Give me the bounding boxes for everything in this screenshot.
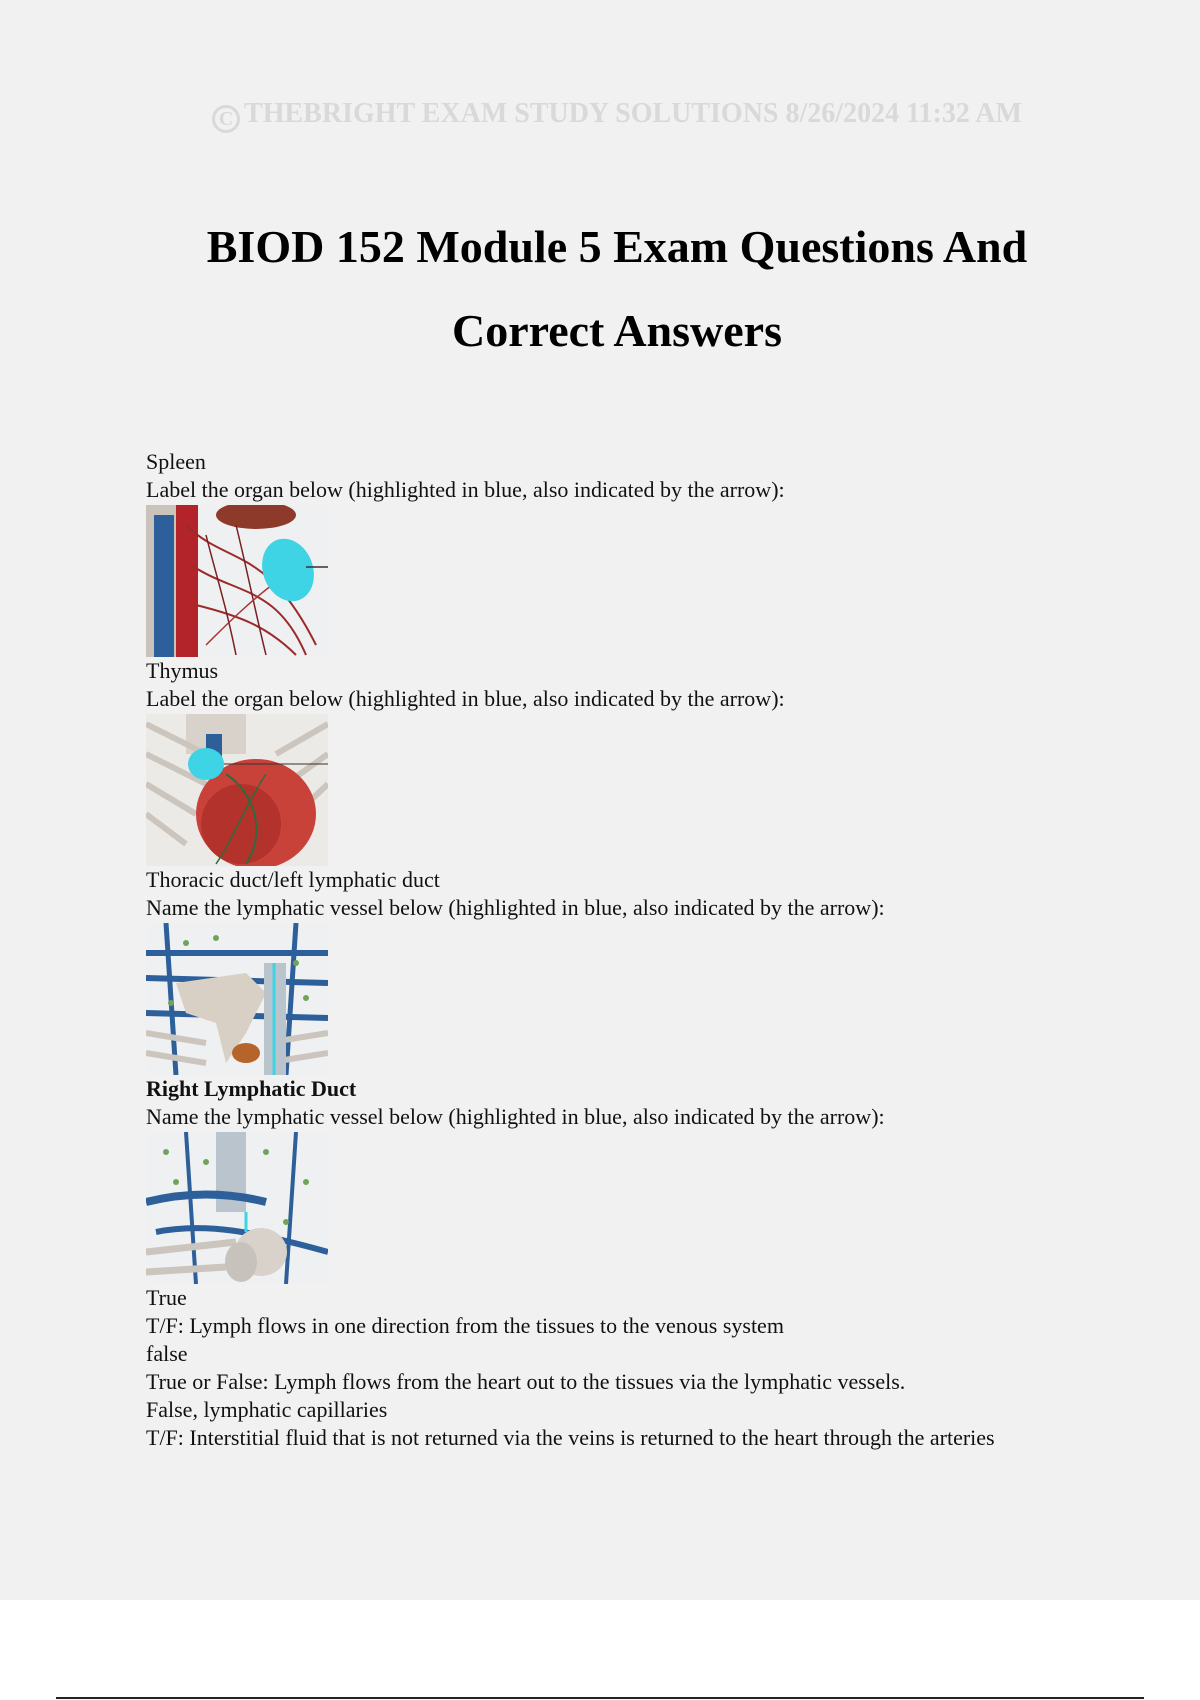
document-title-line-1: BIOD 152 Module 5 Exam Questions And [206, 221, 1028, 272]
spleen-image [146, 505, 328, 657]
answer-text: Spleen [146, 449, 206, 474]
thoracic-duct-image [146, 923, 328, 1075]
document-title-line-2: Correct Answers [452, 305, 782, 356]
footer-divider [56, 1697, 1144, 1699]
watermark-text: THEBRIGHT EXAM STUDY SOLUTIONS 8/26/2024 11:32 AM [244, 98, 1022, 129]
watermark [0, 98, 1200, 133]
copyright-icon: C [212, 105, 240, 133]
question-text: True or False: Lymph flows from the heart out to the tissues via the lymphatic vessels. [146, 1369, 906, 1394]
question-text: T/F: Lymph flows in one direction from the tissues to the venous system [146, 1313, 784, 1338]
question-text: Name the lymphatic vessel below (highlighted in blue, also indicated by the arrow): [146, 1104, 885, 1129]
answer-text: False, lymphatic capillaries [146, 1397, 388, 1422]
answer-text: Thymus [146, 658, 219, 683]
answer-text: True [146, 1285, 187, 1310]
question-text: Label the organ below (highlighted in blue, also indicated by the arrow): [146, 477, 785, 502]
question-text: Name the lymphatic vessel below (highlighted in blue, also indicated by the arrow): [146, 895, 885, 920]
answer-text: Right Lymphatic Duct [146, 1076, 357, 1101]
question-text: T/F: Interstitial fluid that is not returned via the veins is returned to the heart through the arteries [146, 1425, 995, 1450]
question-text: Label the organ below (highlighted in blue, also indicated by the arrow): [146, 686, 785, 711]
answer-text: false [146, 1341, 188, 1366]
thymus-image [146, 714, 328, 866]
right-lymphatic-duct-image [146, 1132, 328, 1284]
document-body [146, 448, 1146, 1452]
answer-text: Thoracic duct/left lymphatic duct [146, 867, 440, 892]
